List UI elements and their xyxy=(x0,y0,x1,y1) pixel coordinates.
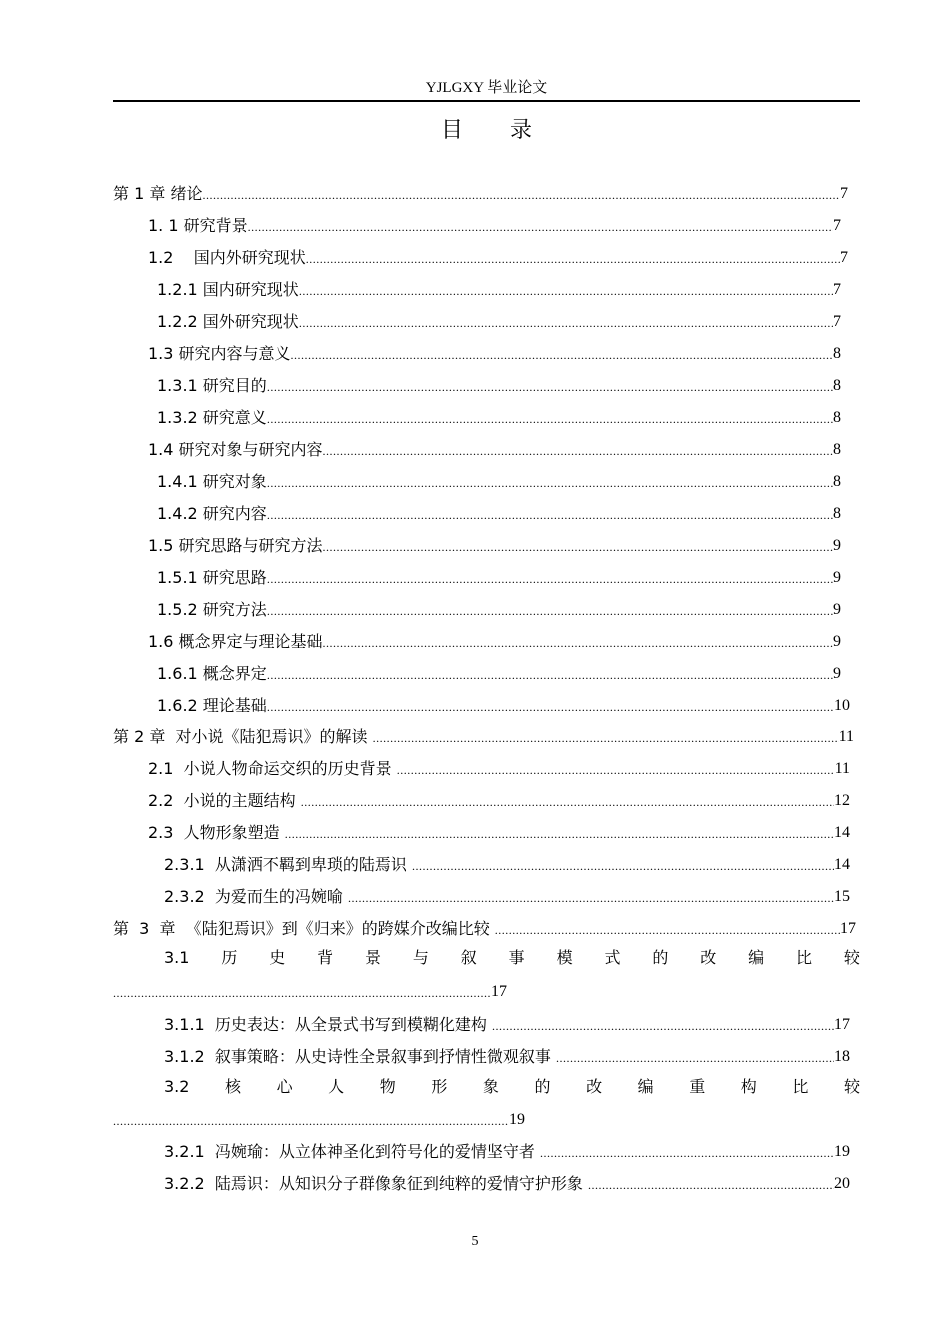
toc-entry[interactable]: 2.3.2 为爱而生的冯婉喻 ..... 15 xyxy=(164,883,850,907)
toc-entry-justified[interactable]: 3.1 历 史 背 景 与 叙 事 模 式 的 改 编 比 较 xyxy=(164,948,860,967)
toc-entry[interactable]: 1.2.1 国内研究现状 ..... 7 xyxy=(157,276,841,300)
toc-entry[interactable]: 3.1.1 历史表达：从全景式书写到模糊化建构 ..... 17 xyxy=(164,1011,850,1035)
toc-entry[interactable]: 1.4.2 研究内容 ..... 8 xyxy=(157,500,841,524)
toc-entry[interactable]: 1.2.2 国外研究现状 ..... 7 xyxy=(157,308,841,332)
toc-entry[interactable]: 1. 1 研究背景 ..... 7 xyxy=(148,212,841,236)
toc-entry[interactable]: 1.3.2 研究意义 ..... 8 xyxy=(157,404,841,428)
toc-entry[interactable]: 3.1.2 叙事策略：从史诗性全景叙事到抒情性微观叙事 ..... 18 xyxy=(164,1043,850,1067)
toc-title: 目 录 xyxy=(441,118,552,143)
page-number: 5 xyxy=(471,1234,479,1249)
toc-entry[interactable]: 1.2 国内外研究现状 ..... 7 xyxy=(148,244,848,268)
toc-entry[interactable]: 1.6.1 概念界定 ..... 9 xyxy=(157,660,841,684)
toc-entry[interactable]: 2.3.1 从潇洒不羁到卑琐的陆焉识 ..... 14 xyxy=(164,851,850,875)
running-header: YJLGXY 毕业论文 xyxy=(425,80,548,96)
toc-entry[interactable]: 1.4.1 研究对象 ..... 8 xyxy=(157,468,841,492)
toc-entry[interactable]: 1.3.1 研究目的 ..... 8 xyxy=(157,372,841,396)
toc-entry[interactable]: 1.5 研究思路与研究方法 ..... 9 xyxy=(148,532,841,556)
toc-entry[interactable]: 1.5.1 研究思路 ..... 9 xyxy=(157,564,841,588)
toc-entry[interactable]: 第 3 章 《陆犯焉识》到《归来》的跨媒介改编比较 ..... 17 xyxy=(113,915,856,939)
toc-entry[interactable]: 1.3 研究内容与意义 ..... 8 xyxy=(148,340,841,364)
toc-entry[interactable]: 第 1 章 绪论 ..... 7 xyxy=(113,180,848,204)
toc-entry[interactable]: 1.5.2 研究方法 ..... 9 xyxy=(157,596,841,620)
toc-entry[interactable]: 2.2 小说的主题结构 ..... 12 xyxy=(148,787,850,811)
toc-entry-justified[interactable]: 3.2 核 心 人 物 形 象 的 改 编 重 构 比 较 xyxy=(164,1077,860,1096)
toc-entry[interactable]: 第 2 章 对小说《陆犯焉识》的解读 ..... 11 xyxy=(113,723,854,747)
toc-entry[interactable]: 3.2.2 陆焉识：从知识分子群像象征到纯粹的爱情守护形象 ..... 20 xyxy=(164,1170,850,1194)
toc-entry[interactable]: 3.2.1 冯婉瑜：从立体神圣化到符号化的爱情坚守者 ..... 19 xyxy=(164,1138,850,1162)
toc-entry[interactable]: 2.3 人物形象塑造 ..... 14 xyxy=(148,819,850,843)
toc-entry[interactable]: 1.6 概念界定与理论基础 ..... 9 xyxy=(148,628,841,652)
toc-entry-continuation[interactable]: ..... 19 xyxy=(113,1106,525,1130)
toc-entry[interactable]: 1.6.2 理论基础 ..... 10 xyxy=(157,692,850,716)
toc-entry[interactable]: 1.4 研究对象与研究内容 ..... 8 xyxy=(148,436,841,460)
toc-entry[interactable]: 2.1 小说人物命运交织的历史背景 ..... 11 xyxy=(148,755,850,779)
toc-entry-continuation[interactable]: ..... 17 xyxy=(113,978,507,1002)
